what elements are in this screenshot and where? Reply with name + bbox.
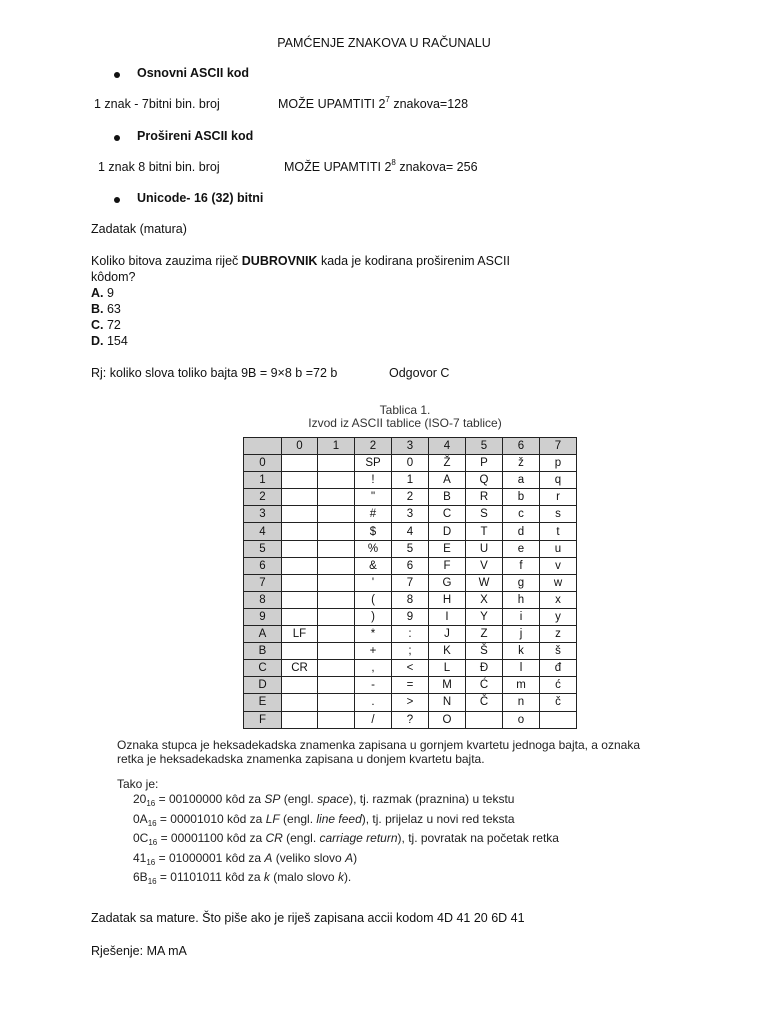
table-cell: ( (355, 591, 392, 608)
row-header: A (244, 626, 282, 643)
table-cell: # (355, 506, 392, 523)
extended-ascii-capacity: MOŽE UPAMTITI $2^8$ znakova= 256 (284, 158, 478, 174)
table-cell: A (429, 472, 466, 489)
table-cell: - (355, 677, 392, 694)
table-cell: r (540, 489, 577, 506)
table-cell: v (540, 557, 577, 574)
column-header: 5 (466, 438, 503, 455)
table-row (244, 711, 577, 728)
table-cell: C (429, 506, 466, 523)
row-header: D (244, 677, 282, 694)
table-cell: ć (540, 677, 577, 694)
table-cell: H (429, 591, 466, 608)
table-corner (244, 438, 282, 455)
table-cell (282, 455, 318, 472)
row-header: 8 (244, 591, 282, 608)
table-cell: < (392, 660, 429, 677)
task1-question-line2: kôdom? (91, 270, 136, 284)
table-cell: Č (466, 694, 503, 711)
table-cell: o (503, 711, 540, 728)
table-cell: l (503, 660, 540, 677)
table-cell: 1 (392, 472, 429, 489)
table-cell: ž (503, 455, 540, 472)
table-cell: ! (355, 472, 392, 489)
table-row (244, 523, 577, 540)
column-header: 3 (392, 438, 429, 455)
table-cell: c (503, 506, 540, 523)
example-line: $0C_{16} = 00001100$ kôd za CR (engl. carriage return), tj. povratak na početak retka (133, 831, 559, 847)
ascii-table (243, 437, 577, 729)
table-cell (318, 660, 355, 677)
table-cell: Đ (466, 660, 503, 677)
table-cell: N (429, 694, 466, 711)
example-line: $41_{16} = 01000001$ kôd za A (veliko slovo A) (133, 851, 358, 867)
table-cell (282, 523, 318, 540)
table-cell: s (540, 506, 577, 523)
row-header: 9 (244, 608, 282, 625)
table-cell (282, 489, 318, 506)
table-cell: Ž (429, 455, 466, 472)
table-cell: w (540, 574, 577, 591)
table-cell: & (355, 557, 392, 574)
unicode-heading: Unicode- 16 (32) bitni (137, 191, 264, 205)
column-header: 6 (503, 438, 540, 455)
option-d: D. 154 (91, 334, 128, 348)
table-cell (282, 472, 318, 489)
option-c: C. 72 (91, 318, 121, 332)
table-cell: 5 (392, 540, 429, 557)
table-cell: 9 (392, 608, 429, 625)
table-cell: B (429, 489, 466, 506)
table-cell: = (392, 677, 429, 694)
table-cell (282, 540, 318, 557)
table-cell (282, 574, 318, 591)
table-cell (318, 591, 355, 608)
table-cell: 3 (392, 506, 429, 523)
column-header: 7 (540, 438, 577, 455)
example-line: $6B_{16} = 01101011$ kôd za k (malo slovo k). (133, 870, 352, 886)
table-cell (466, 711, 503, 728)
table-cell: T (466, 523, 503, 540)
table-cell: / (355, 711, 392, 728)
page-title: PAMĆENJE ZNAKOVA U RAČUNALU (277, 36, 491, 50)
task2-solution: Rješenje: MA mA (91, 944, 187, 958)
table-cell (318, 626, 355, 643)
table-cell: SP (355, 455, 392, 472)
table-cell: % (355, 540, 392, 557)
table-cell (282, 557, 318, 574)
row-header: 5 (244, 540, 282, 557)
table-cell: f (503, 557, 540, 574)
task1-answer-choice: Odgovor C (389, 366, 450, 380)
table-cell (318, 523, 355, 540)
table-cell (318, 506, 355, 523)
table-row (244, 643, 577, 660)
table-cell: č (540, 694, 577, 711)
table-cell: z (540, 626, 577, 643)
table-cell: * (355, 626, 392, 643)
row-header: 7 (244, 574, 282, 591)
table-cell: F (429, 557, 466, 574)
table-row (244, 660, 577, 677)
task1-label: Zadatak (matura) (91, 222, 187, 236)
task2-question: Zadatak sa mature. Što piše ako je riješ zapisana accii kodom 4D 41 20 6D 41 (91, 911, 525, 925)
table-cell: Q (466, 472, 503, 489)
task1-question: Koliko bitova zauzima riječ DUBROVNIK kada je kodirana proširenim ASCII (91, 254, 510, 268)
row-header: 2 (244, 489, 282, 506)
table-cell: ? (392, 711, 429, 728)
table-cell (282, 591, 318, 608)
basic-ascii-heading: Osnovni ASCII kod (137, 66, 250, 80)
option-b: B. 63 (91, 302, 121, 316)
table-cell: E (429, 540, 466, 557)
row-header: 6 (244, 557, 282, 574)
table-cell (540, 711, 577, 728)
table-cell: Ć (466, 677, 503, 694)
table-row (244, 677, 577, 694)
table-caption-subtitle: Izvod iz ASCII tablice (ISO-7 tablice) (308, 416, 502, 430)
table-row (244, 540, 577, 557)
table-caption-title: Tablica 1. (379, 403, 431, 417)
table-cell: g (503, 574, 540, 591)
table-cell (318, 711, 355, 728)
table-cell: k (503, 643, 540, 660)
table-cell: Š (466, 643, 503, 660)
column-header: 1 (318, 438, 355, 455)
table-cell: M (429, 677, 466, 694)
table-cell: " (355, 489, 392, 506)
table-cell (282, 677, 318, 694)
table-cell: + (355, 643, 392, 660)
table-cell: p (540, 455, 577, 472)
row-header: 4 (244, 523, 282, 540)
bullet-icon (114, 197, 120, 203)
table-cell (318, 677, 355, 694)
table-cell: J (429, 626, 466, 643)
table-cell (318, 608, 355, 625)
table-cell: K (429, 643, 466, 660)
table-cell: 2 (392, 489, 429, 506)
table-cell (318, 557, 355, 574)
example-line: $0A_{16} = 00001010$ kôd za LF (engl. line feed), tj. prijelaz u novi red teksta (133, 812, 515, 828)
column-header: 2 (355, 438, 392, 455)
table-cell: Z (466, 626, 503, 643)
table-cell (282, 608, 318, 625)
table-row (244, 626, 577, 643)
row-header: 3 (244, 506, 282, 523)
table-cell (318, 643, 355, 660)
table-cell: n (503, 694, 540, 711)
table-cell: R (466, 489, 503, 506)
table-cell: L (429, 660, 466, 677)
table-cell: 0 (392, 455, 429, 472)
table-cell: e (503, 540, 540, 557)
table-cell: : (392, 626, 429, 643)
table-note-line2: retka je heksadekadska znamenka zapisana u donjem kvartetu bajta. (117, 752, 485, 766)
examples-intro: Tako je: (117, 777, 159, 791)
example-line: $20_{16} = 00100000$ kôd za SP (engl. space), tj. razmak (praznina) u tekstu (133, 792, 515, 808)
task1-answer: Rj: koliko slova toliko bajta 9B = 9×8 b =72 b (91, 366, 338, 380)
table-cell: D (429, 523, 466, 540)
table-cell: 4 (392, 523, 429, 540)
table-cell: ' (355, 574, 392, 591)
table-cell: q (540, 472, 577, 489)
table-cell (318, 489, 355, 506)
table-header-row (244, 438, 577, 455)
bullet-icon (114, 135, 120, 141)
table-cell: j (503, 626, 540, 643)
table-cell (282, 711, 318, 728)
table-row (244, 574, 577, 591)
table-cell: a (503, 472, 540, 489)
table-cell: W (466, 574, 503, 591)
table-row (244, 694, 577, 711)
table-row (244, 489, 577, 506)
row-header: 1 (244, 472, 282, 489)
row-header: C (244, 660, 282, 677)
table-cell: G (429, 574, 466, 591)
table-cell: U (466, 540, 503, 557)
table-cell: I (429, 608, 466, 625)
table-cell: P (466, 455, 503, 472)
table-cell (282, 694, 318, 711)
table-cell: đ (540, 660, 577, 677)
table-cell: ; (392, 643, 429, 660)
option-a: A. 9 (91, 286, 114, 300)
table-cell: 6 (392, 557, 429, 574)
table-cell: LF (282, 626, 318, 643)
table-cell: d (503, 523, 540, 540)
table-row (244, 472, 577, 489)
table-cell (282, 506, 318, 523)
table-cell: t (540, 523, 577, 540)
table-row (244, 557, 577, 574)
table-row (244, 506, 577, 523)
table-cell: š (540, 643, 577, 660)
table-cell: X (466, 591, 503, 608)
table-cell (318, 574, 355, 591)
row-header: E (244, 694, 282, 711)
extended-ascii-heading: Prošireni ASCII kod (137, 129, 254, 143)
table-cell: m (503, 677, 540, 694)
row-header: F (244, 711, 282, 728)
table-cell: > (392, 694, 429, 711)
table-cell: $ (355, 523, 392, 540)
row-header: 0 (244, 455, 282, 472)
row-header: B (244, 643, 282, 660)
table-row (244, 608, 577, 625)
table-cell: V (466, 557, 503, 574)
table-cell: . (355, 694, 392, 711)
table-cell: ) (355, 608, 392, 625)
table-row (244, 455, 577, 472)
table-note-line1: Oznaka stupca je heksadekadska znamenka zapisana u gornjem kvartetu jednoga bajta, a oznaka (117, 738, 640, 752)
table-cell: Y (466, 608, 503, 625)
extended-ascii-desc: 1 znak 8 bitni bin. broj (98, 160, 220, 174)
table-cell: x (540, 591, 577, 608)
table-cell: , (355, 660, 392, 677)
column-header: 0 (282, 438, 318, 455)
table-cell: 7 (392, 574, 429, 591)
table-row (244, 591, 577, 608)
table-cell: i (503, 608, 540, 625)
basic-ascii-desc: 1 znak - 7bitni bin. broj (94, 97, 220, 111)
table-cell: O (429, 711, 466, 728)
table-cell (318, 540, 355, 557)
table-cell (282, 643, 318, 660)
table-cell: 8 (392, 591, 429, 608)
bullet-icon (114, 72, 120, 78)
table-cell (318, 694, 355, 711)
table-cell: CR (282, 660, 318, 677)
table-cell (318, 455, 355, 472)
table-cell: h (503, 591, 540, 608)
table-cell: b (503, 489, 540, 506)
table-cell: y (540, 608, 577, 625)
table-cell (318, 472, 355, 489)
table-cell: u (540, 540, 577, 557)
table-cell: S (466, 506, 503, 523)
column-header: 4 (429, 438, 466, 455)
basic-ascii-capacity: MOŽE UPAMTITI $2^7$ znakova=128 (278, 95, 469, 111)
